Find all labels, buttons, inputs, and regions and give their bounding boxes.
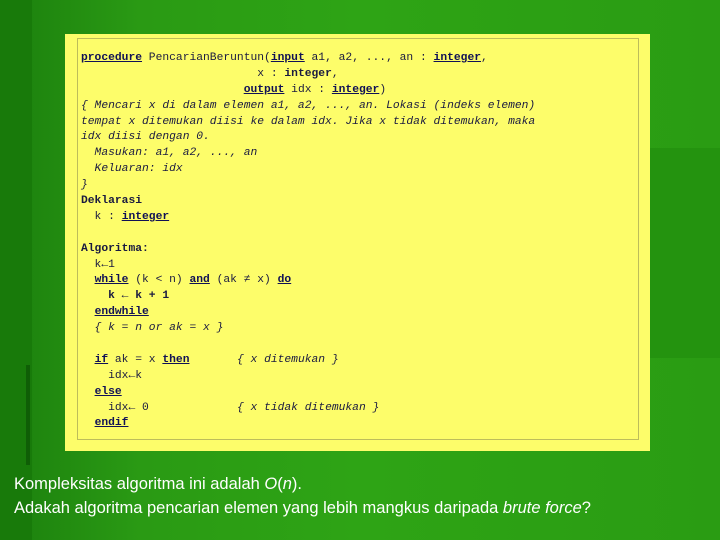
code-token: idx : (284, 83, 332, 96)
code-token: idx← 0 (81, 401, 237, 414)
code-line (81, 162, 535, 178)
code-token: if (94, 353, 109, 366)
caption-line-2 (14, 499, 591, 517)
code-line (81, 210, 535, 226)
code-token: a1, a2, ..., an : (304, 52, 434, 64)
code-frame (77, 38, 639, 440)
code-token: Masukan: a1, a2, ..., an (81, 147, 258, 160)
code-line (81, 242, 535, 258)
code-line (81, 178, 535, 194)
code-token (81, 417, 95, 429)
code-line (81, 369, 535, 385)
caption-paren: ( (277, 475, 283, 493)
pseudocode-listing (81, 51, 535, 432)
caption-line-1 (14, 475, 302, 493)
code-token: k ← k + 1 (81, 290, 170, 303)
code-line (81, 226, 535, 242)
code-token: { k = n or ak = x } (81, 322, 224, 335)
caption-question: Adakah algoritma pencarian elemen yang lebih mangkus daripada (14, 499, 503, 517)
code-token: k : (81, 210, 122, 223)
code-token: output (243, 83, 285, 96)
code-token: integer (331, 83, 380, 96)
code-token: k←1 (81, 258, 115, 271)
code-token (81, 386, 95, 398)
code-token: , (331, 67, 339, 80)
code-token: and (189, 274, 210, 287)
code-token: integer (284, 67, 332, 80)
code-line (81, 146, 535, 162)
caption-text: Kompleksitas algoritma ini adalah (14, 475, 265, 493)
code-line (81, 51, 535, 67)
code-token (81, 306, 95, 318)
slide-caption (14, 472, 714, 520)
code-line (81, 305, 535, 321)
code-line (81, 289, 535, 305)
code-token: Deklarasi (81, 195, 143, 208)
code-token: , (481, 52, 488, 64)
code-token: } (81, 179, 88, 192)
code-token: integer (121, 210, 170, 223)
code-token (189, 354, 236, 366)
code-token: integer (433, 52, 482, 64)
code-line (81, 353, 535, 369)
code-token: (k < n) (128, 274, 190, 287)
code-line (81, 385, 535, 401)
code-line (81, 83, 535, 99)
code-line (81, 194, 535, 210)
code-token: ) (379, 83, 387, 96)
code-line (81, 337, 535, 353)
code-token: else (94, 385, 122, 398)
code-token: input (270, 52, 305, 64)
caption-question-mark: ? (581, 499, 591, 517)
caption-brute-force: brute force (502, 499, 582, 517)
code-token: PencarianBeruntun( (142, 52, 271, 64)
code-line (81, 99, 535, 115)
code-token: idx diisi dengan 0. (81, 131, 210, 144)
caption-paren-close: ). (291, 475, 303, 493)
code-token: then (162, 353, 190, 366)
code-line (81, 401, 535, 417)
code-token: idx←k (81, 369, 143, 382)
code-token: (ak ≠ x) (209, 274, 278, 287)
code-line (81, 321, 535, 337)
code-line (81, 258, 535, 274)
code-token: Algoritma: (81, 242, 149, 255)
code-token: Keluaran: idx (81, 163, 183, 176)
code-token (81, 274, 95, 286)
caption-n: n (282, 475, 292, 493)
code-token: endwhile (94, 306, 149, 319)
slide-left-stripe (26, 365, 30, 465)
code-line (81, 115, 535, 131)
code-token: ak = x (108, 353, 163, 366)
code-token (81, 84, 244, 96)
code-token: { Mencari x di dalam elemen a1, a2, ..., an. Lokasi (indeks elemen) (81, 99, 536, 112)
code-line (81, 67, 535, 83)
code-line (81, 130, 535, 146)
code-token: while (94, 274, 129, 287)
caption-big-o: O (264, 475, 278, 493)
code-token: tempat x ditemukan diisi ke dalam idx. Jika x tidak ditemukan, maka (81, 115, 536, 128)
code-panel (65, 34, 650, 451)
code-token: endif (94, 417, 129, 430)
code-line (81, 416, 535, 432)
code-token: x : (81, 67, 285, 80)
code-token (81, 354, 95, 366)
code-token: { x tidak ditemukan } (236, 401, 380, 414)
code-token: { x ditemukan } (236, 353, 339, 366)
code-token: do (277, 274, 292, 287)
code-line (81, 273, 535, 289)
code-token: procedure (81, 52, 143, 64)
